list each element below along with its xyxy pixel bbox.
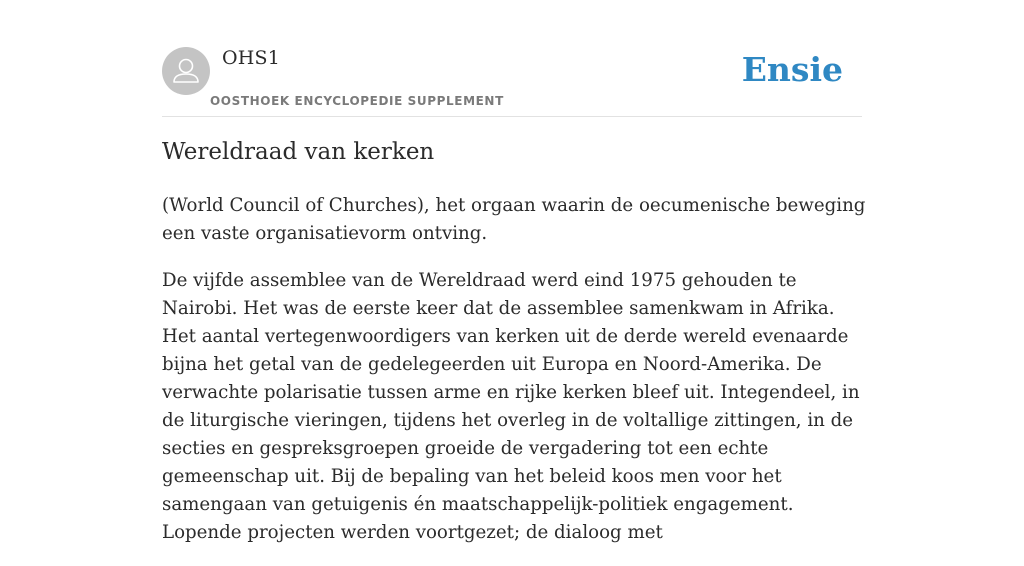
source-label[interactable]: OOSTHOEK ENCYCLOPEDIE SUPPLEMENT: [210, 94, 504, 108]
article-body: [162, 192, 867, 566]
article-title: Wereldraad van kerken: [162, 139, 435, 165]
article-paragraph: De vijfde assemblee van de Wereldraad werd eind 1975 gehouden te Nairobi. Het was de eerste keer dat de assemblee samenkwam in Afrika. Het aantal vertegenwoordigers van kerken uit de derde wereld evenaarde bijna het getal van de gedelegeerden uit Europa en Noord-Amerika. De verwachte polarisatie tussen arme en rijke kerken bleef uit. Integendeel, in de liturgische vieringen, tijdens het overleg in de voltallige zittingen, in de secties en gespreksgroepen groeide de vergadering tot een echte gemeenschap uit. Bij de bepaling van het beleid koos men voor het samengaan van getuigenis én maatschappelijk-politiek engagement. Lopende projecten werden voortgezet; de dialoog met: [162, 270, 860, 543]
author-name[interactable]: OHS1: [222, 47, 281, 69]
user-avatar-icon[interactable]: [162, 47, 210, 95]
article-paragraph: (World Council of Churches), het orgaan waarin de oecumenische beweging een vaste organisatievorm ontving.: [162, 195, 866, 244]
brand-logo[interactable]: Ensie: [741, 50, 843, 89]
article-header: [162, 46, 862, 117]
